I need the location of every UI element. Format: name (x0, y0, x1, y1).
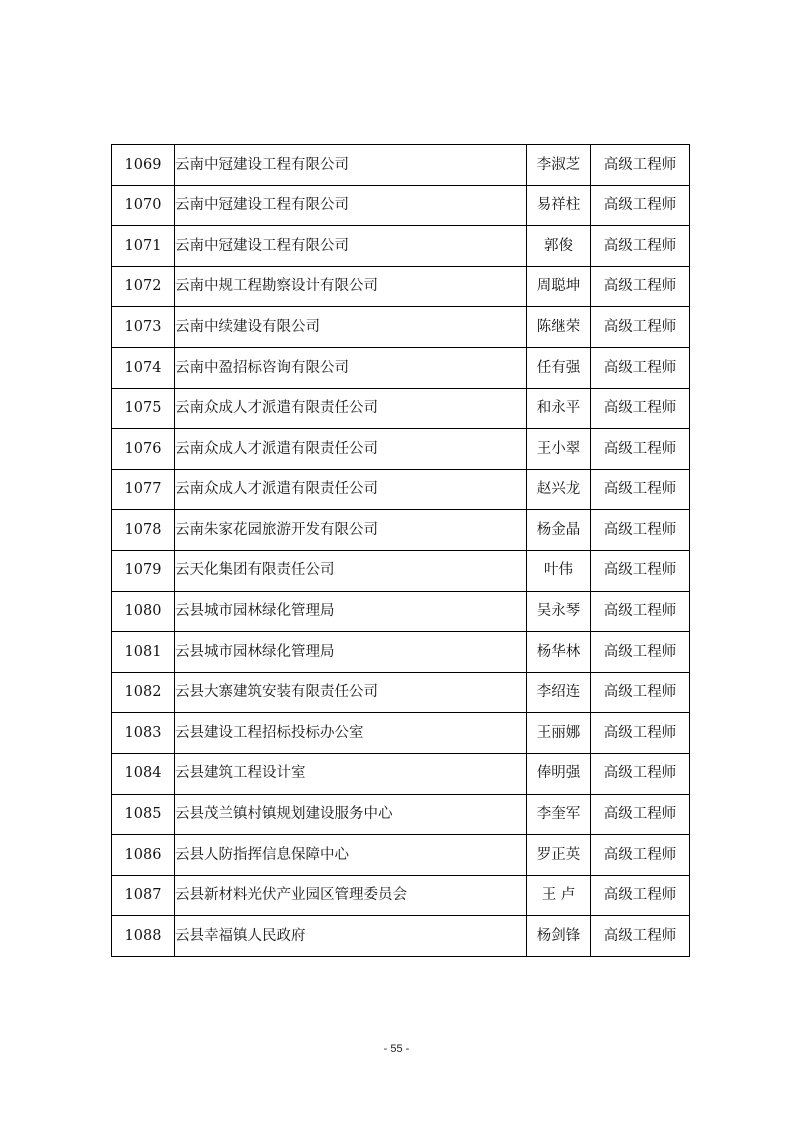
person-name: 李奎军 (527, 794, 591, 835)
table-row (112, 835, 690, 876)
professional-title: 高级工程师 (591, 347, 690, 388)
row-number: 1076 (112, 429, 175, 470)
organization-name: 云南中冠建设工程有限公司 (175, 185, 527, 226)
organization-name: 云南中冠建设工程有限公司 (175, 145, 527, 186)
professional-title: 高级工程师 (591, 145, 690, 186)
table-row (112, 266, 690, 307)
organization-name: 云县大寨建筑安装有限责任公司 (175, 672, 527, 713)
table-row (112, 347, 690, 388)
page-number: - 55 - (383, 1043, 410, 1055)
organization-name: 云县茂兰镇村镇规划建设服务中心 (175, 794, 527, 835)
professional-title: 高级工程师 (591, 469, 690, 510)
person-name: 任有强 (527, 347, 591, 388)
row-number: 1079 (112, 550, 175, 591)
row-number: 1070 (112, 185, 175, 226)
organization-name: 云南朱家花园旅游开发有限公司 (175, 510, 527, 551)
organization-name: 云县新材料光伏产业园区管理委员会 (175, 875, 527, 916)
table-row (112, 713, 690, 754)
table-row (112, 591, 690, 632)
person-name: 郭俊 (527, 226, 591, 267)
person-name: 赵兴龙 (527, 469, 591, 510)
organization-name: 云南中盈招标咨询有限公司 (175, 347, 527, 388)
row-number: 1074 (112, 347, 175, 388)
person-name: 杨华林 (527, 632, 591, 673)
professional-title: 高级工程师 (591, 672, 690, 713)
professional-title: 高级工程师 (591, 266, 690, 307)
person-name: 李绍连 (527, 672, 591, 713)
table-row (112, 307, 690, 348)
organization-name: 云天化集团有限责任公司 (175, 550, 527, 591)
row-number: 1084 (112, 753, 175, 794)
person-name: 李淑芝 (527, 145, 591, 186)
professional-title: 高级工程师 (591, 632, 690, 673)
table-row (112, 226, 690, 267)
organization-name: 云南中续建设有限公司 (175, 307, 527, 348)
person-name: 王小翠 (527, 429, 591, 470)
organization-name: 云南众成人才派遣有限责任公司 (175, 429, 527, 470)
professional-title: 高级工程师 (591, 429, 690, 470)
row-number: 1075 (112, 388, 175, 429)
professional-title: 高级工程师 (591, 226, 690, 267)
person-name: 叶伟 (527, 550, 591, 591)
person-name: 陈继荣 (527, 307, 591, 348)
organization-name: 云南中冠建设工程有限公司 (175, 226, 527, 267)
person-name: 吴永琴 (527, 591, 591, 632)
table-row (112, 510, 690, 551)
person-name: 俸明强 (527, 753, 591, 794)
row-number: 1077 (112, 469, 175, 510)
person-name: 王 卢 (527, 875, 591, 916)
organization-name: 云南众成人才派遣有限责任公司 (175, 469, 527, 510)
organization-name: 云县建筑工程设计室 (175, 753, 527, 794)
row-number: 1080 (112, 591, 175, 632)
table-row (112, 185, 690, 226)
table-row (112, 672, 690, 713)
professional-title: 高级工程师 (591, 875, 690, 916)
person-name: 周聪坤 (527, 266, 591, 307)
person-name: 罗正英 (527, 835, 591, 876)
professional-title: 高级工程师 (591, 713, 690, 754)
table-row (112, 145, 690, 186)
professional-title: 高级工程师 (591, 794, 690, 835)
organization-name: 云县幸福镇人民政府 (175, 916, 527, 957)
row-number: 1073 (112, 307, 175, 348)
professional-title: 高级工程师 (591, 307, 690, 348)
roster-table-body (112, 145, 690, 957)
professional-title: 高级工程师 (591, 388, 690, 429)
row-number: 1072 (112, 266, 175, 307)
table-row (112, 632, 690, 673)
organization-name: 云南众成人才派遣有限责任公司 (175, 388, 527, 429)
table-row (112, 753, 690, 794)
person-name: 杨剑锋 (527, 916, 591, 957)
row-number: 1081 (112, 632, 175, 673)
organization-name: 云县城市园林绿化管理局 (175, 591, 527, 632)
person-name: 王丽娜 (527, 713, 591, 754)
professional-title: 高级工程师 (591, 550, 690, 591)
organization-name: 云南中规工程勘察设计有限公司 (175, 266, 527, 307)
row-number: 1086 (112, 835, 175, 876)
professional-title: 高级工程师 (591, 835, 690, 876)
professional-title: 高级工程师 (591, 510, 690, 551)
table-row (112, 429, 690, 470)
person-name: 杨金晶 (527, 510, 591, 551)
row-number: 1082 (112, 672, 175, 713)
organization-name: 云县城市园林绿化管理局 (175, 632, 527, 673)
table-row (112, 794, 690, 835)
professional-title: 高级工程师 (591, 753, 690, 794)
row-number: 1078 (112, 510, 175, 551)
row-number: 1085 (112, 794, 175, 835)
row-number: 1069 (112, 145, 175, 186)
table-row (112, 916, 690, 957)
roster-table (111, 144, 690, 957)
table-row (112, 875, 690, 916)
table-row (112, 388, 690, 429)
organization-name: 云县建设工程招标投标办公室 (175, 713, 527, 754)
person-name: 和永平 (527, 388, 591, 429)
row-number: 1087 (112, 875, 175, 916)
table-row (112, 550, 690, 591)
professional-title: 高级工程师 (591, 185, 690, 226)
row-number: 1071 (112, 226, 175, 267)
row-number: 1083 (112, 713, 175, 754)
person-name: 易祥柱 (527, 185, 591, 226)
organization-name: 云县人防指挥信息保障中心 (175, 835, 527, 876)
row-number: 1088 (112, 916, 175, 957)
table-row (112, 469, 690, 510)
professional-title: 高级工程师 (591, 916, 690, 957)
professional-title: 高级工程师 (591, 591, 690, 632)
